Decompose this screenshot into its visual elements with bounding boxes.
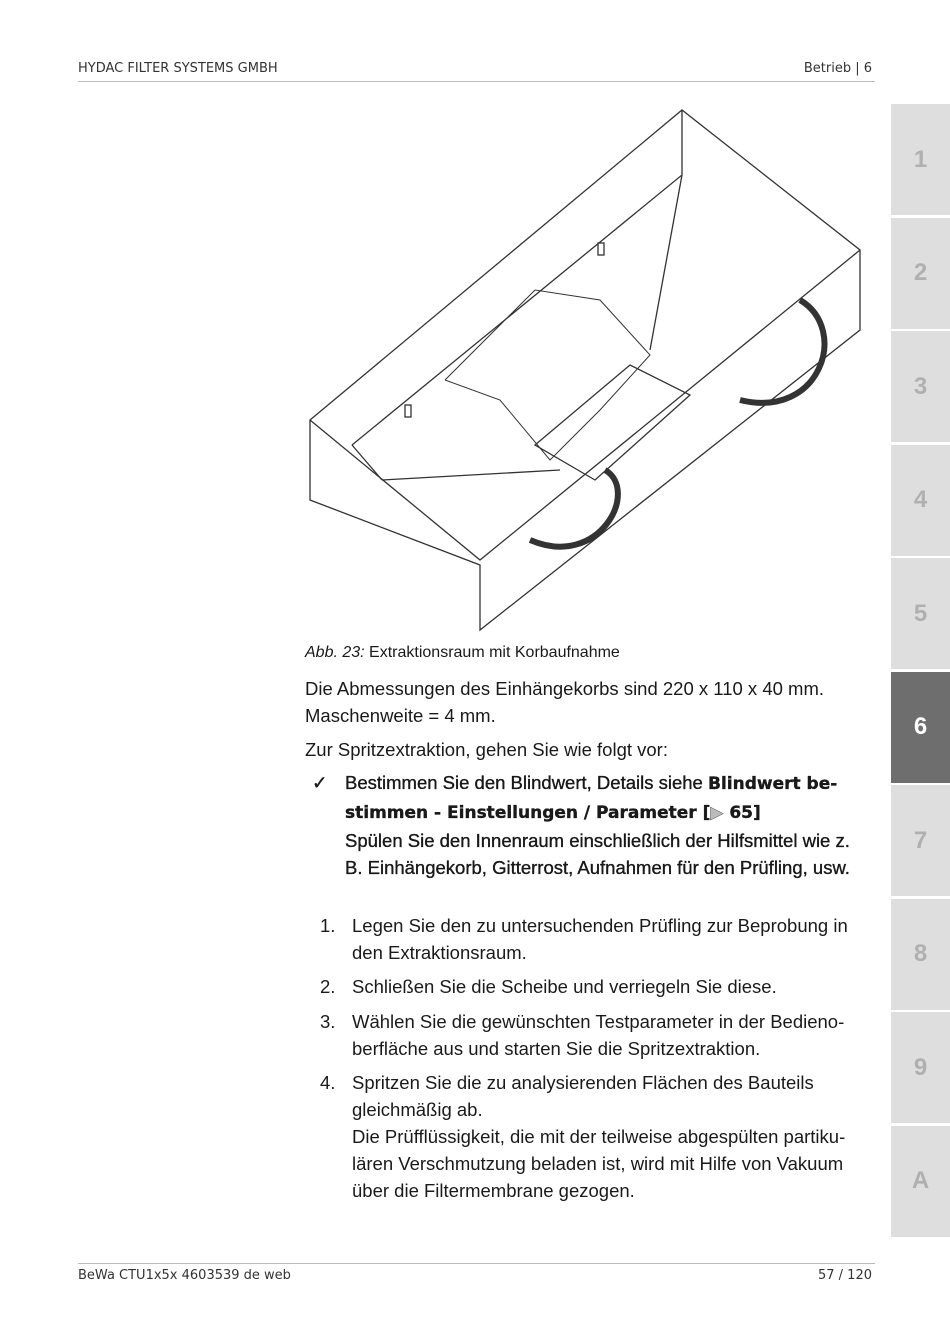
step-3 — [320, 1008, 870, 1062]
footer-page: 57 / 120 — [818, 1268, 872, 1283]
arrow-right-icon: ▶ — [710, 803, 724, 823]
step-text: Schließen Sie die Scheibe und verriegeln Sie diese. — [352, 976, 777, 997]
extraction-chamber-figure — [300, 105, 870, 640]
link-part: Blindwert be- — [707, 774, 838, 794]
step-text: Spritzen Sie die zu analysierenden Flächen des Bauteils gleichmäßig ab. — [352, 1072, 814, 1120]
step-text: Legen Sie den zu untersuchenden Prüfling zur Beprobung in den Extraktionsraum. — [352, 915, 848, 963]
step-text: Wählen Sie die gewünschten Testparameter in der Bedieno-berfläche aus und starten Sie die Spritzextraktion. — [352, 1011, 845, 1059]
intro-text: Zur Spritzextraktion, gehen Sie wie folgt vor: — [305, 739, 668, 760]
caption-prefix: Abb. 23: — [305, 644, 365, 661]
dimensions-line: Die Abmessungen des Einhängekorbs sind 220 x 110 x 40 mm. — [305, 678, 824, 699]
chapter-tab-2[interactable]: 2 — [891, 218, 950, 329]
chapter-tab-6[interactable]: 6 — [891, 672, 950, 783]
header-company: HYDAC FILTER SYSTEMS GMBH — [78, 61, 278, 76]
prerequisite — [312, 769, 857, 881]
chapter-tab-4[interactable]: 4 — [891, 445, 950, 556]
caption-text: Extraktionsraum mit Korbaufnahme — [364, 644, 620, 661]
prereq-text: Bestimmen Sie den Blindwert, Details siehe — [345, 772, 708, 793]
chapter-tab-1[interactable]: 1 — [891, 104, 950, 215]
chapter-tab-3[interactable]: 3 — [891, 331, 950, 442]
step-number: 3. — [320, 1011, 336, 1032]
step-number: 2. — [320, 976, 336, 997]
link-part: stimmen - Einstellungen / Parameter [ — [345, 803, 711, 823]
checkmark-icon: ✓ — [312, 772, 328, 793]
chapter-tab-A[interactable]: A — [891, 1126, 950, 1237]
step-4 — [320, 1069, 870, 1204]
step-1 — [320, 912, 870, 966]
mesh-line: Maschenweite = 4 mm. — [305, 705, 496, 726]
dimensions-text — [305, 675, 824, 729]
chapter-tab-5[interactable]: 5 — [891, 558, 950, 669]
step-note: Die Prüfflüssigkeit, die mit der teilweise abgespülten partiku-lären Verschmutzung beladen ist, wird mit Hilfe von Vakuum über die Filtermembrane gezogen. — [352, 1126, 846, 1201]
chapter-tab-9[interactable]: 9 — [891, 1012, 950, 1123]
step-number: 1. — [320, 915, 336, 936]
footer-rule — [78, 1263, 875, 1264]
step-2 — [320, 973, 870, 1000]
header-section: Betrieb | 6 — [803, 61, 872, 76]
link-page: 65] — [723, 803, 761, 823]
figure-caption — [305, 644, 620, 662]
chapter-tab-8[interactable]: 8 — [891, 899, 950, 1010]
footer-doc: BeWa CTU1x5x 4603539 de web — [78, 1268, 291, 1283]
prereq-rinse: Spülen Sie den Innenraum einschließlich der Hilfsmittel wie z. B. Einhängekorb, Gitterrost, Aufnahmen für den Prüfling, usw. — [345, 830, 850, 878]
header-rule — [78, 81, 875, 82]
chapter-tab-7[interactable]: 7 — [891, 785, 950, 896]
step-number: 4. — [320, 1072, 336, 1093]
